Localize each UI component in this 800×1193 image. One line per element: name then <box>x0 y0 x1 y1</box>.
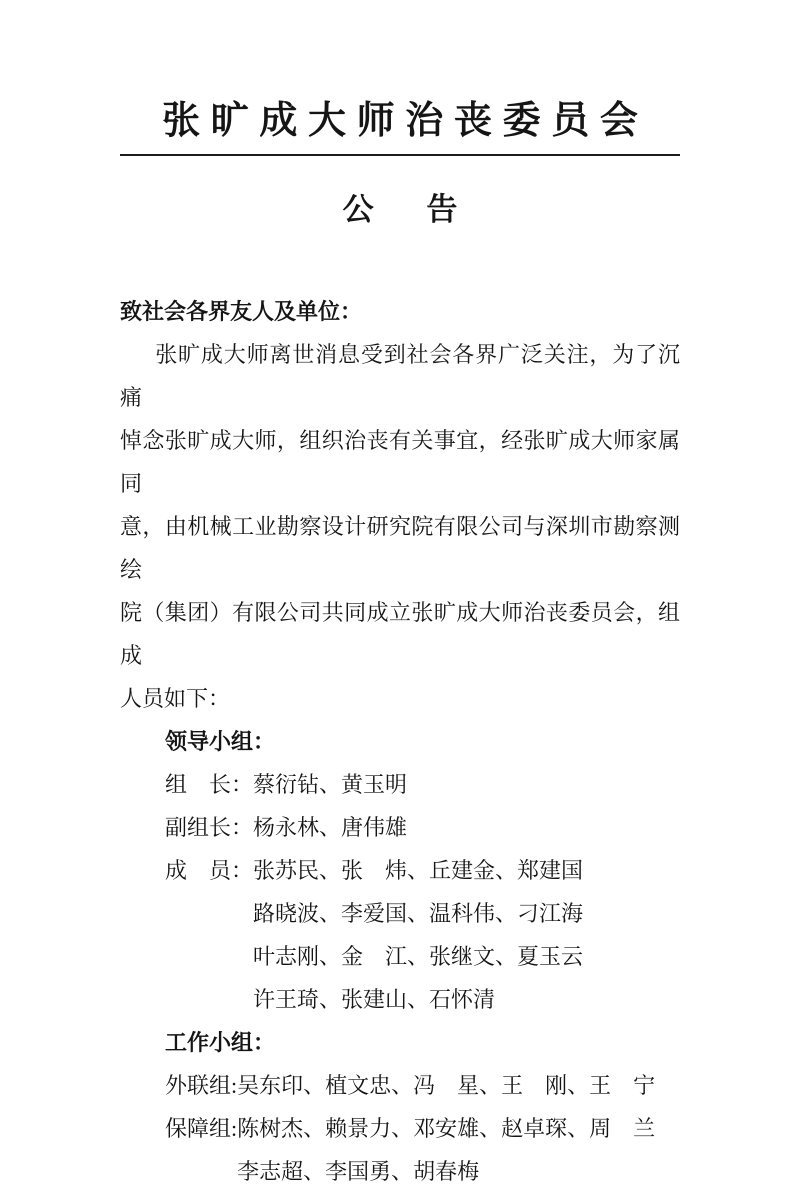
section-heading: 工作小组： <box>165 1030 276 1055</box>
paragraph-line: 悼念张旷成大师，组织治丧有关事宜，经张旷成大师家属同 <box>120 428 680 496</box>
role-names <box>237 1064 680 1107</box>
name-line: 吴东印、植文忠、冯 星、王 刚、王 宁 <box>237 1073 656 1098</box>
role-label: 成 员： <box>165 858 254 883</box>
name-line: 许王琦、张建山、石怀清 <box>253 987 496 1012</box>
name-line: 张苏民、张 炜、丘建金、郑建国 <box>253 858 584 883</box>
name-line: 杨永林、唐伟雄 <box>253 815 408 840</box>
role-names <box>237 1107 680 1193</box>
paragraph-line: 人员如下： <box>120 686 231 711</box>
committee-row <box>165 763 680 806</box>
paragraph-line: 意，由机械工业勘察设计研究院有限公司与深圳市勘察测绘 <box>120 514 680 582</box>
role-label: 组 长： <box>165 772 254 797</box>
section-heading: 领导小组： <box>165 729 276 754</box>
committee-row <box>165 1064 680 1107</box>
title-underline <box>120 154 680 156</box>
role-names <box>253 806 680 849</box>
committee-row <box>165 806 680 849</box>
name-line: 路晓波、李爱国、温科伟、刁江海 <box>253 901 584 926</box>
committee-row <box>165 1107 680 1193</box>
paragraph-line: 院（集团）有限公司共同成立张旷成大师治丧委员会，组成 <box>120 600 680 668</box>
role-label: 保障组: <box>165 1116 238 1141</box>
name-line: 叶志刚、金 江、张继文、夏玉云 <box>253 944 584 969</box>
body-paragraph <box>120 333 680 720</box>
section-leadership-group <box>120 720 680 1021</box>
name-line: 陈树杰、赖景力、邓安雄、赵卓琛、周 兰 <box>237 1116 656 1141</box>
salutation: 致社会各界友人及单位： <box>120 299 363 324</box>
role-label: 副组长： <box>165 815 254 840</box>
paragraph-line: 张旷成大师离世消息受到社会各界广泛关注，为了沉痛 <box>120 342 680 410</box>
document-title: 张旷成大师治丧委员会 <box>162 100 649 142</box>
role-names <box>253 763 680 806</box>
section-work-group <box>120 1021 680 1193</box>
role-names <box>253 849 680 1021</box>
name-line: 李志超、李国勇、胡春梅 <box>237 1159 480 1184</box>
committee-row <box>165 849 680 1021</box>
name-line: 蔡衍钻、黄玉明 <box>253 772 408 797</box>
role-label: 外联组: <box>165 1073 238 1098</box>
notice-heading: 公 告 <box>342 192 469 227</box>
